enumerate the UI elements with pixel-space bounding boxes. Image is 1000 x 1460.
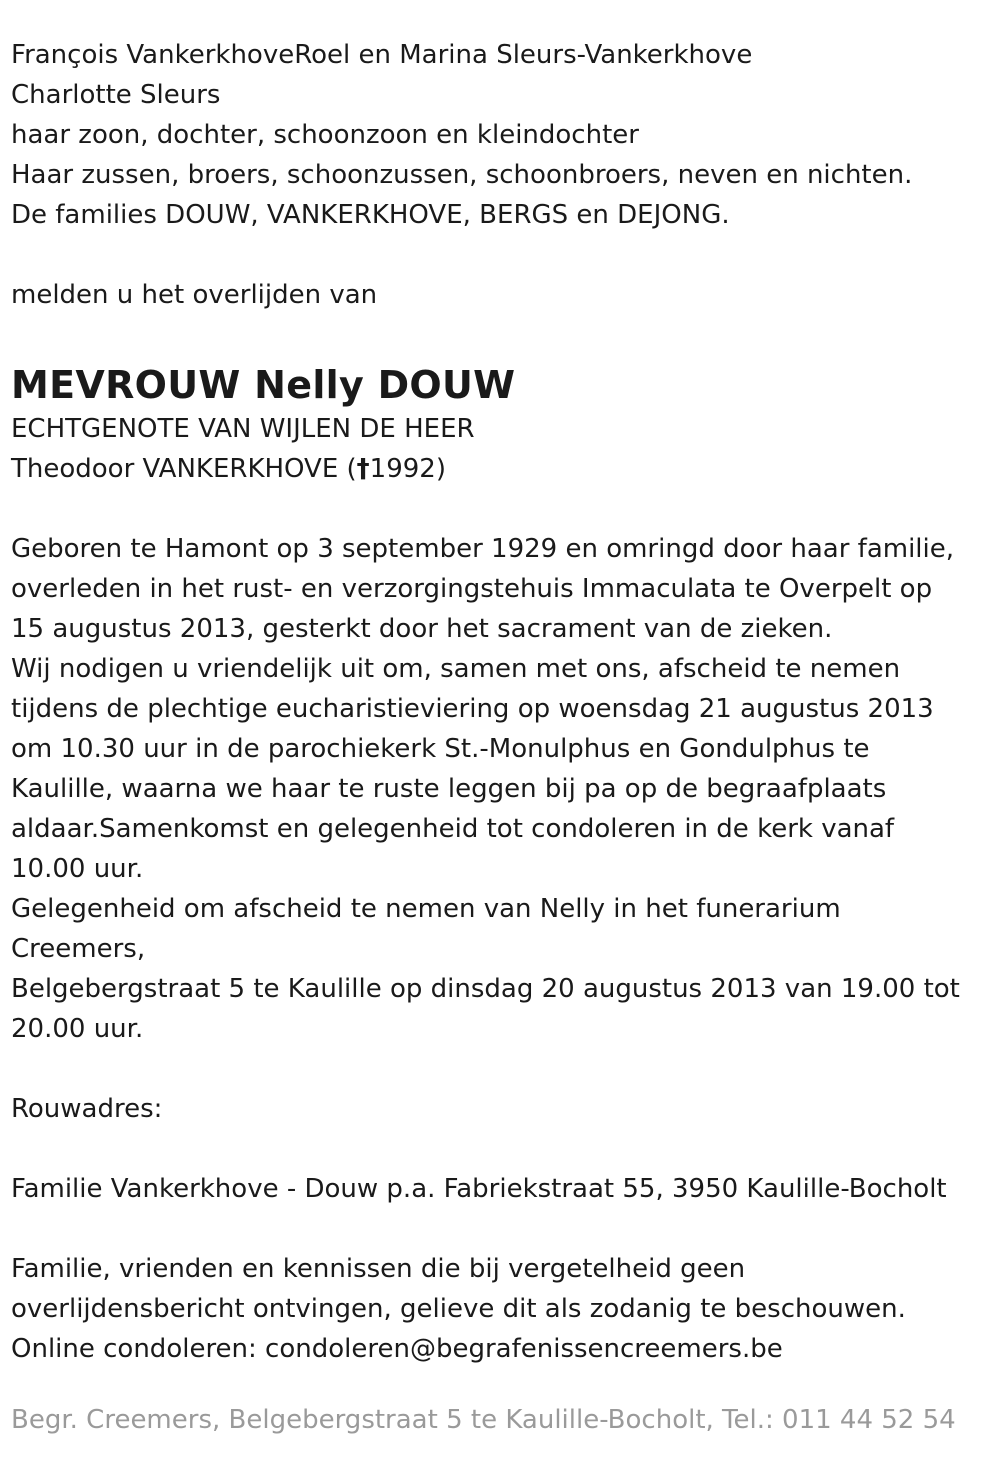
online-condolence: Online condoleren: condoleren@begrafenissencreemers.be bbox=[11, 1334, 783, 1364]
body-line: tijdens de plechtige eucharistieviering op woensdag 21 augustus 2013 bbox=[11, 694, 934, 724]
family-section bbox=[11, 35, 1000, 235]
body-line: overleden in het rust- en verzorgingstehuis Immaculata te Overpelt op bbox=[11, 574, 933, 604]
closing-line: Familie, vrienden en kennissen die bij vergetelheid geen bbox=[11, 1254, 746, 1284]
mourning-address: Familie Vankerkhove - Douw p.a. Fabriekstraat 55, 3950 Kaulille-Bocholt bbox=[11, 1174, 947, 1204]
body-line: aldaar.Samenkomst en gelegenheid tot condoleren in de kerk vanaf bbox=[11, 814, 895, 844]
closing-section bbox=[11, 1249, 1000, 1369]
spacer bbox=[11, 1129, 1000, 1169]
spacer bbox=[11, 235, 1000, 275]
spacer bbox=[11, 1209, 1000, 1249]
body-line: om 10.30 uur in de parochiekerk St.-Monulphus en Gondulphus te bbox=[11, 734, 870, 764]
spouse-line bbox=[11, 449, 1000, 489]
spouse-title: ECHTGENOTE VAN WIJLEN DE HEER bbox=[11, 414, 475, 444]
spacer bbox=[11, 489, 1000, 529]
body-line: 10.00 uur. bbox=[11, 854, 144, 884]
spacer bbox=[11, 1049, 1000, 1089]
family-line: François VankerkhoveRoel en Marina Sleurs-Vankerkhove bbox=[11, 40, 753, 70]
spacer bbox=[11, 315, 1000, 355]
spouse-name: Theodoor VANKERKHOVE ( bbox=[11, 454, 357, 484]
body-section bbox=[11, 529, 1000, 1049]
funeral-home-footer: Begr. Creemers, Belgebergstraat 5 te Kaulille-Bocholt, Tel.: 011 44 52 54 bbox=[11, 1405, 956, 1435]
cross-icon: † bbox=[356, 454, 370, 484]
body-line: Kaulille, waarna we haar te ruste leggen bij pa op de begraafplaats bbox=[11, 774, 887, 804]
body-line: Belgebergstraat 5 te Kaulille op dinsdag 20 augustus 2013 van 19.00 tot bbox=[11, 974, 960, 1004]
family-line: Haar zussen, broers, schoonzussen, schoonbroers, neven en nichten. bbox=[11, 160, 913, 190]
body-line: Geboren te Hamont op 3 september 1929 en omringd door haar familie, bbox=[11, 534, 955, 564]
body-line: 15 augustus 2013, gesterkt door het sacrament van de zieken. bbox=[11, 614, 833, 644]
closing-line: overlijdensbericht ontvingen, gelieve dit als zodanig te beschouwen. bbox=[11, 1294, 906, 1324]
family-line: De families DOUW, VANKERKHOVE, BERGS en DEJONG. bbox=[11, 200, 730, 230]
family-line: haar zoon, dochter, schoonzoon en kleindochter bbox=[11, 120, 639, 150]
announce-text: melden u het overlijden van bbox=[11, 280, 378, 310]
body-line: 20.00 uur. bbox=[11, 1014, 144, 1044]
mourning-label: Rouwadres: bbox=[11, 1094, 163, 1124]
spouse-year: 1992) bbox=[369, 454, 446, 484]
deceased-name: MEVROUW Nelly DOUW bbox=[11, 363, 516, 407]
body-line: Wij nodigen u vriendelijk uit om, samen met ons, afscheid te nemen bbox=[11, 654, 901, 684]
body-line: Gelegenheid om afscheid te nemen van Nelly in het funerarium bbox=[11, 894, 841, 924]
family-line: Charlotte Sleurs bbox=[11, 80, 221, 110]
body-line: Creemers, bbox=[11, 934, 146, 964]
